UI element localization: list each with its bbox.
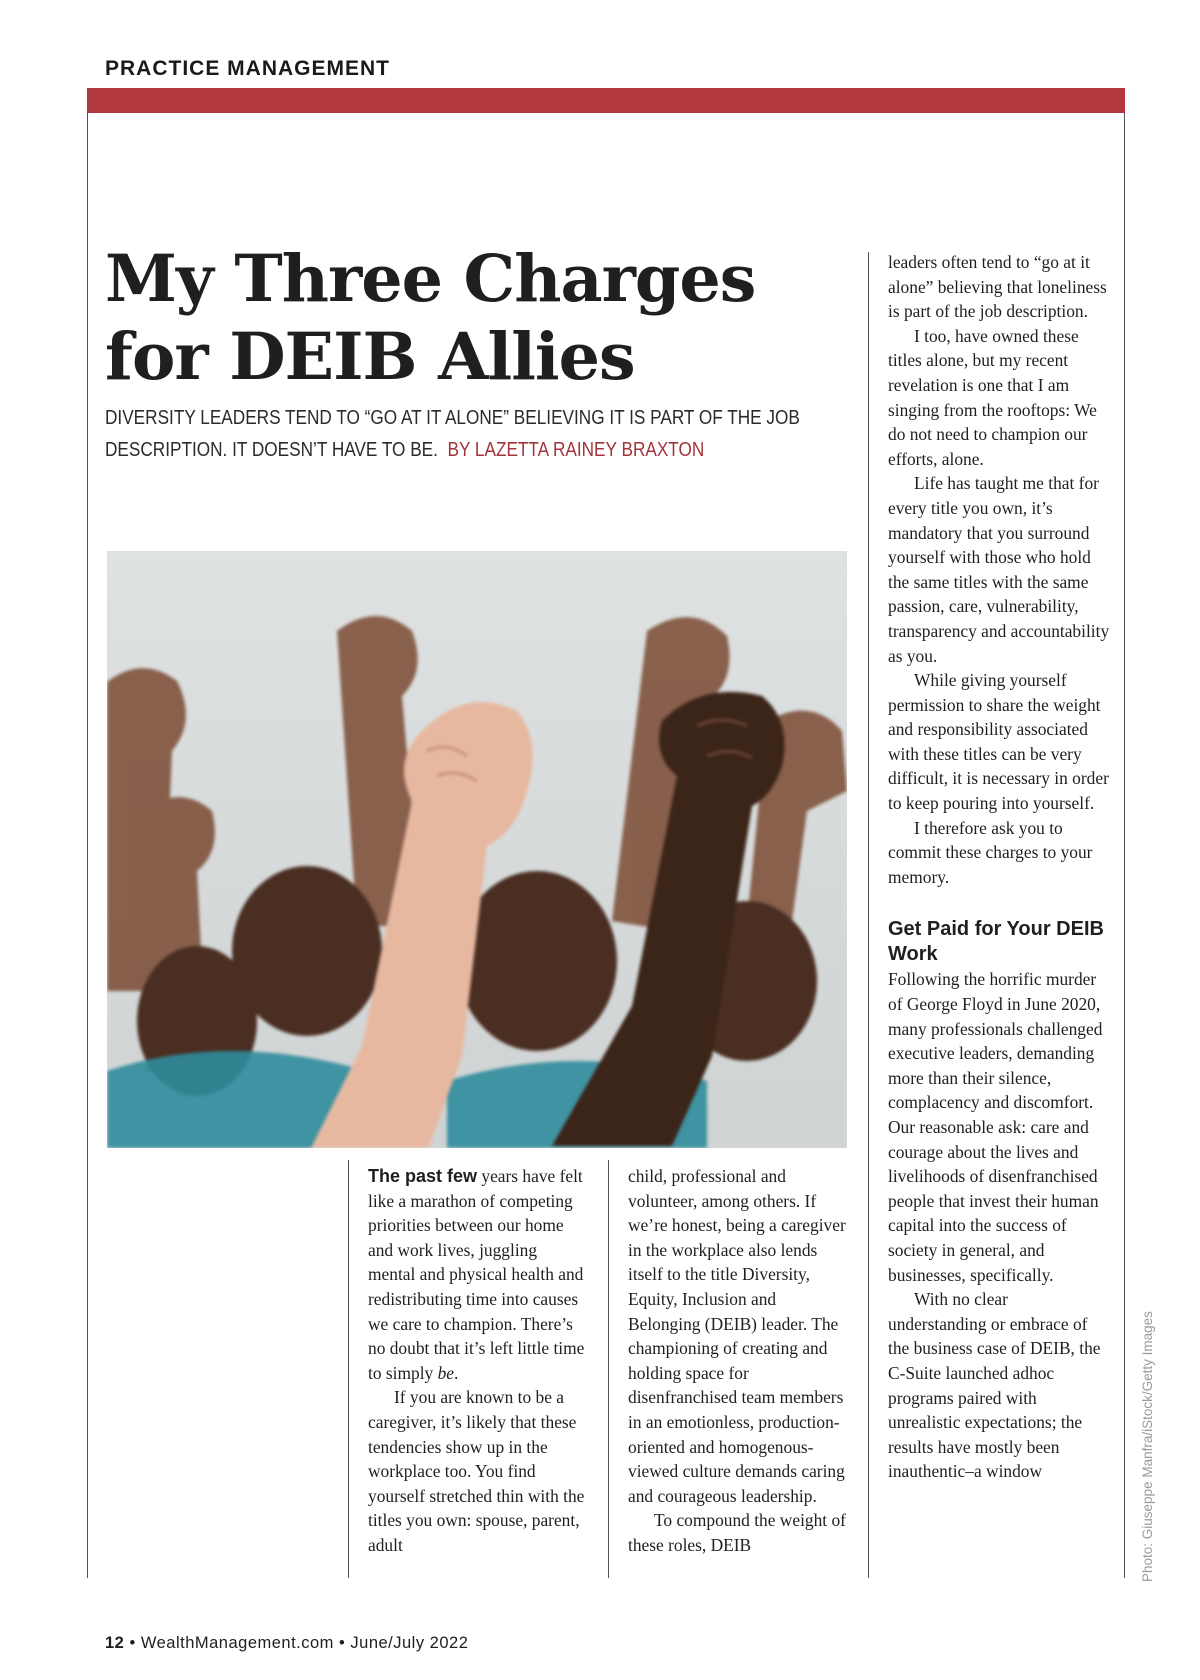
photo-credit: Photo: Giuseppe Manfra/iStock/Getty Images	[1140, 1311, 1155, 1582]
paragraph: With no clear understanding or embrace of the business case of DEIB, the C-Suite launched adhoc programs paired with unrealistic expectations; the results have mostly been inauthentic–a window	[888, 1289, 1101, 1482]
article-column-3	[888, 250, 1110, 1484]
article-photo	[107, 551, 847, 1148]
paragraph: If you are known to be a caregiver, it’s likely that these tendencies show up in the workplace too. You find yourself stretched thin with the titles you own: spouse, parent, adult	[368, 1387, 585, 1555]
paragraph: I therefore ask you to commit these charges to your memory.	[888, 817, 1093, 887]
paragraph: While giving yourself permission to share the weight and responsibility associated with these titles can be very difficult, it is necessary in order to keep pouring into yourself.	[888, 670, 1109, 814]
lead-in: The past few	[368, 1166, 478, 1186]
paragraph: child, professional and volunteer, among others. If we’re honest, being a caregiver in the workplace also lends itself to the title Diversity, Equity, Inclusion and Belonging (DEIB) leader. The championing of creating and holding space for disenfranchised team members in an emotionless, production-oriented and homogenous-viewed culture demands caring and courageous leadership.	[628, 1166, 846, 1506]
title-line-1: My Three Charges	[105, 241, 756, 317]
paragraph: leaders often tend to “go at it alone” believing that loneliness is part of the job description.	[888, 252, 1107, 322]
title-line-2: for DEIB Allies	[105, 319, 635, 395]
footer-issue: June/July 2022	[350, 1634, 469, 1652]
paragraph: The past few years have felt like a marathon of competing priorities between our home and work lives, juggling mental and physical health and redistributing time into causes we care to champion. There’s no doubt that it’s left little time to simply be.	[368, 1166, 585, 1383]
paragraph: Life has taught me that for every title you own, it’s mandatory that you surround yourself with those who hold the same titles with the same passion, care, vulnerability, transparency and accountability as you.	[888, 473, 1110, 666]
footer-site: WealthManagement.com	[140, 1634, 334, 1652]
column-rule-1	[348, 1160, 349, 1578]
article-deck	[105, 402, 862, 466]
section-label: PRACTICE MANAGEMENT	[105, 57, 390, 80]
frame-rule-left	[87, 113, 88, 1578]
deck-text: DIVERSITY LEADERS TEND TO “GO AT IT ALONE” BELIEVING IT IS PART OF THE JOB DESCRIPTION. IT DOESN’T HAVE TO BE.	[105, 407, 800, 461]
article-column-1	[368, 1164, 588, 1558]
header-bar	[87, 88, 1125, 113]
byline: BY LAZETTA RAINEY BRAXTON	[447, 439, 705, 461]
column-rule-3	[868, 252, 869, 1578]
frame-rule-right	[1124, 113, 1125, 1578]
article-title	[105, 240, 865, 396]
page-number: 12	[105, 1634, 125, 1652]
paragraph: Following the horrific murder of George Floyd in June 2020, many professionals challenged executive leaders, demanding more than their silence, complacency and discomfort. Our reasonable ask: care and courage about the lives and livelihoods of disenfranchised people that invest their human capital into the success of society in general, and businesses, specifically.	[888, 969, 1103, 1285]
article-column-2	[628, 1164, 850, 1558]
page-footer: 12 • WealthManagement.com • June/July 2022	[105, 1634, 469, 1652]
paragraph: To compound the weight of these roles, DEIB	[628, 1510, 846, 1555]
column-rule-2	[608, 1160, 609, 1578]
subheading: Get Paid for Your DEIB Work	[888, 918, 1104, 966]
raised-fists-illustration	[107, 551, 847, 1148]
paragraph: I too, have owned these titles alone, but my recent revelation is one that I am singing from the rooftops: We do not need to champion our efforts, alone.	[888, 325, 1097, 469]
